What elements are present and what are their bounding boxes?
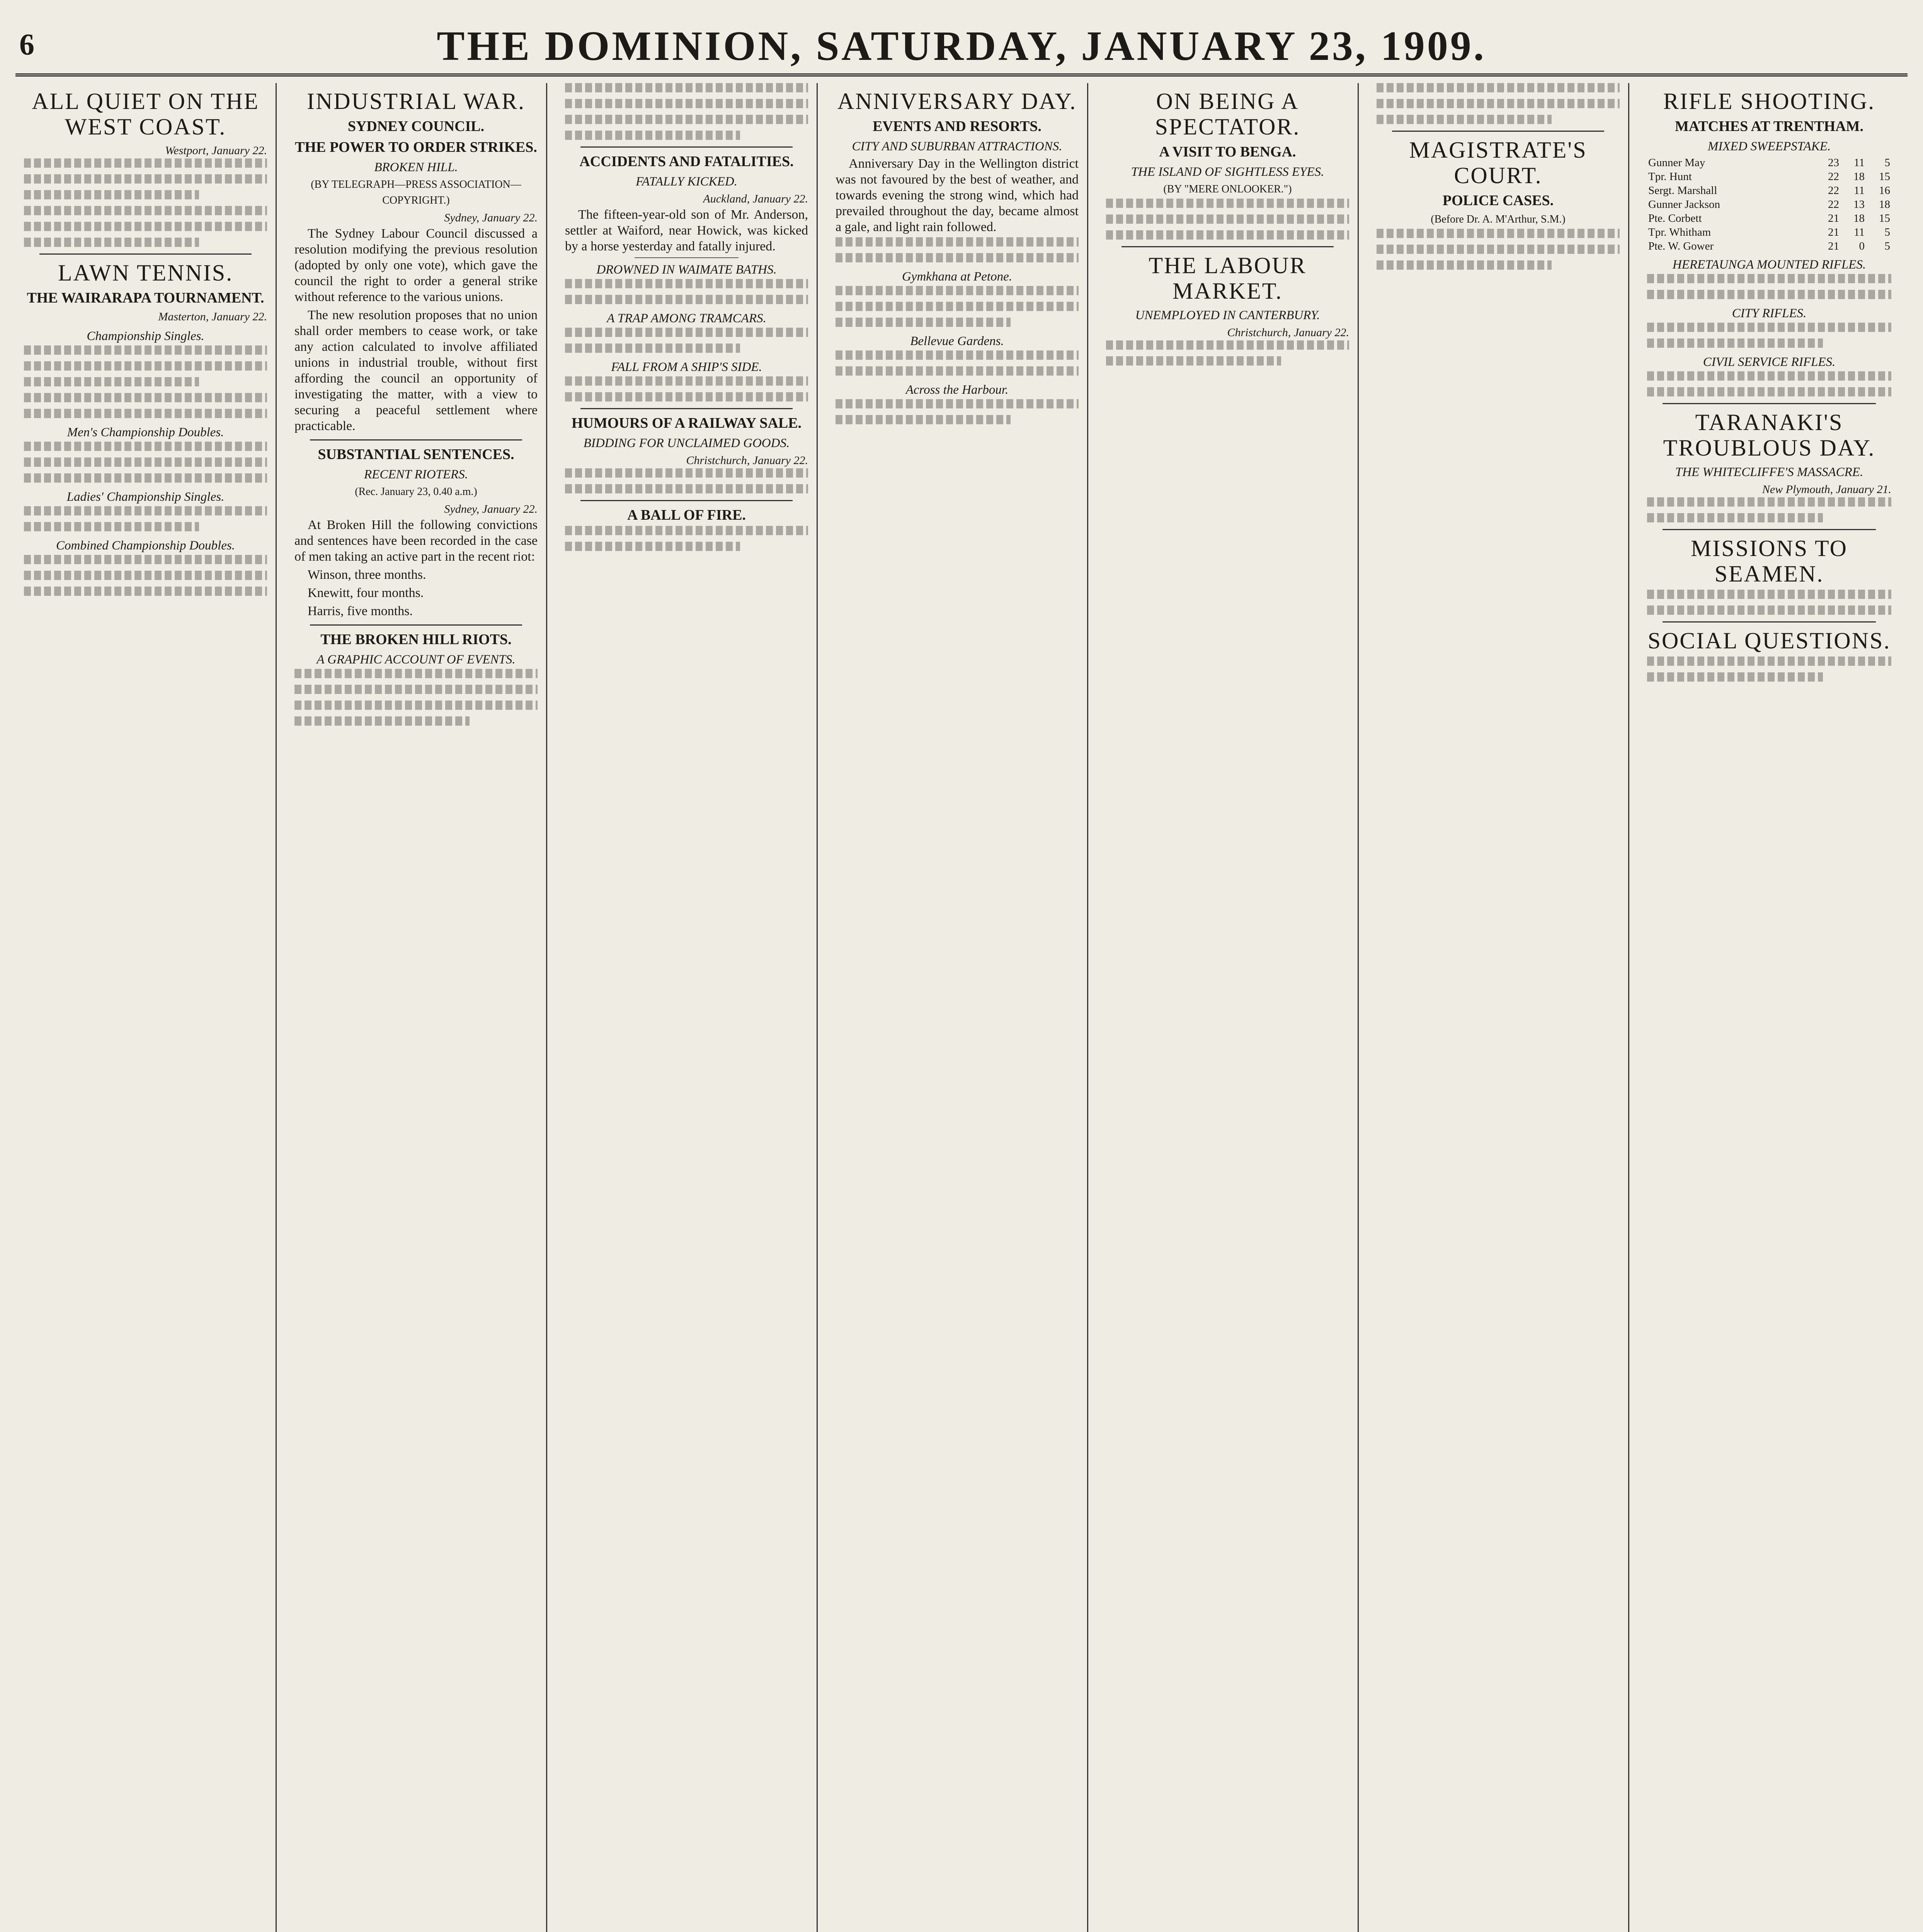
score-cell: 5 [1884, 156, 1890, 169]
sydney-dateline: Sydney, January 22. [444, 503, 538, 515]
text-line [1647, 387, 1891, 396]
tennis-heading: LAWN TENNIS. [58, 260, 233, 286]
text-line [565, 542, 740, 551]
text-line [565, 468, 808, 478]
text-line [565, 295, 808, 304]
column-2 [286, 83, 547, 1932]
score-cell: 18 [1879, 198, 1890, 211]
text-line [24, 345, 267, 355]
score-cell: 16 [1879, 184, 1890, 197]
section-rule [1121, 246, 1334, 247]
table-row [1647, 239, 1891, 253]
text-line [294, 685, 538, 694]
labour-heading: THE LABOUR MARKET. [1149, 253, 1307, 304]
text-line [24, 174, 267, 184]
text-line [1377, 229, 1620, 238]
industrial-paragraph: The new resolution proposes that no union shall order members to cease work, or take any action calculated to involve affiliated unions in industrial trouble, without first affording the council an opportunity of investigating the matter, with a view to securing a peaceful settlement where practicable. [294, 308, 538, 433]
text-line [24, 506, 267, 515]
text-line [565, 279, 808, 288]
page-number: 6 [19, 27, 34, 61]
press-byline: (BY TELEGRAPH—PRESS ASSOCIATION—COPYRIGHT.) [311, 179, 521, 206]
text-line [1647, 497, 1891, 507]
score-cell: 11 [1854, 226, 1865, 238]
text-line [836, 318, 1011, 327]
score-cell: 22 [1828, 184, 1839, 197]
text-line [565, 328, 808, 337]
text-line [1647, 656, 1891, 666]
magistrate-before: (Before Dr. A. M'Arthur, S.M.) [1431, 213, 1566, 225]
score-cell: 18 [1853, 170, 1865, 183]
labour-subtitle: UNEMPLOYED IN CANTERBURY. [1135, 308, 1320, 322]
gymkhana-heading: Gymkhana at Petone. [902, 270, 1012, 284]
text-line [24, 238, 199, 247]
column-3 [556, 83, 818, 1932]
section-rule [1392, 131, 1604, 132]
text-line [24, 457, 267, 467]
text-line [1377, 99, 1620, 108]
social-heading: SOCIAL QUESTIONS. [1647, 628, 1891, 653]
taranaki-subtitle: THE WHITECLIFFE'S MASSACRE. [1675, 465, 1863, 479]
industrial-subtitle: SYDNEY COUNCIL. [347, 118, 485, 134]
column-1 [15, 83, 277, 1932]
text-line [1647, 513, 1823, 522]
section-rule [1663, 403, 1876, 404]
anniversary-paragraph: Anniversary Day in the Wellington district was not favoured by the best of weather, and towards evening the strong wind, which had prevailed throughout the day, became almost a gale, and light rain followed. [836, 156, 1079, 234]
sentences-heading: SUBSTANTIAL SENTENCES. [318, 446, 514, 463]
spectator-island: THE ISLAND OF SIGHTLESS EYES. [1131, 165, 1324, 179]
text-line [24, 587, 267, 596]
heretaunga-heading: HERETAUNGA MOUNTED RIFLES. [1672, 258, 1866, 272]
industrial-paragraph: The Sydney Labour Council discussed a resolution modifying the previous resolution (adopted by only one vote), which gave the council the right to order a general strike without reference to the various unions. [294, 226, 538, 304]
short-rule [635, 257, 739, 258]
text-line [1106, 356, 1281, 366]
humours-heading: HUMOURS OF A RAILWAY SALE. [571, 415, 802, 431]
sentence-item: Knewitt, four months. [308, 586, 424, 600]
ward-dateline: Westport, January 22. [165, 144, 267, 157]
shooter-name: Tpr. Hunt [1648, 170, 1692, 183]
ball-fire-heading: A BALL OF FIRE. [627, 507, 746, 523]
text-line [565, 484, 808, 493]
graphic-account-heading: A GRAPHIC ACCOUNT OF EVENTS. [317, 653, 516, 667]
spectator-visit: A VISIT TO BENGA. [1159, 144, 1296, 160]
text-line [565, 392, 808, 401]
industrial-power-heading: THE POWER TO ORDER STRIKES. [295, 139, 537, 155]
text-line [565, 99, 808, 108]
text-line [24, 190, 199, 199]
score-cell: 23 [1828, 156, 1839, 169]
masthead [15, 15, 1908, 77]
score-cell: 13 [1853, 198, 1865, 211]
column-4 [827, 83, 1088, 1932]
score-cell: 5 [1884, 226, 1890, 238]
mixed-sweepstake: MIXED SWEEPSTAKE. [1707, 139, 1831, 153]
harbour-heading: Across the Harbour. [905, 383, 1009, 397]
sydney-dateline: Sydney, January 22. [444, 211, 538, 224]
news-columns [15, 83, 1908, 1932]
text-line [1377, 245, 1620, 254]
score-cell: 21 [1828, 240, 1839, 252]
humours-subtitle: BIDDING FOR UNCLAIMED GOODS. [583, 436, 790, 450]
text-line [1377, 115, 1552, 124]
text-line [565, 131, 740, 140]
column-5 [1098, 83, 1359, 1932]
text-line [294, 701, 538, 710]
sentence-item: Harris, five months. [308, 604, 413, 618]
column-6 [1368, 83, 1629, 1932]
bellevue-heading: Bellevue Gardens. [910, 334, 1004, 348]
shooter-name: Sergt. Marshall [1648, 184, 1717, 197]
shooter-name: Pte. Corbett [1648, 212, 1702, 224]
text-line [24, 409, 267, 418]
text-line [294, 716, 470, 726]
spectator-heading: ON BEING A SPECTATOR. [1155, 88, 1300, 139]
tennis-combined: Combined Championship Doubles. [56, 539, 235, 553]
spectator-byline: (BY "MERE ONLOOKER.") [1163, 183, 1292, 195]
score-cell: 15 [1879, 212, 1890, 224]
fatally-kicked-heading: FATALLY KICKED. [636, 175, 737, 189]
text-line [836, 302, 1079, 311]
score-cell: 21 [1828, 212, 1839, 224]
received-date: (Rec. January 23, 0.40 a.m.) [355, 486, 477, 498]
text-line [1647, 371, 1891, 381]
section-rule [1663, 529, 1876, 530]
text-line [1647, 338, 1823, 348]
score-cell: 15 [1879, 170, 1890, 183]
score-cell: 11 [1854, 156, 1865, 169]
table-row [1647, 211, 1891, 225]
text-line [836, 366, 1079, 376]
text-line [24, 393, 267, 402]
score-cell: 22 [1828, 198, 1839, 211]
table-row [1647, 225, 1891, 239]
newspaper-title: THE DOMINION, SATURDAY, JANUARY 23, 1909. [437, 23, 1486, 69]
table-row [1647, 156, 1891, 170]
civil-rifles-heading: CIVIL SERVICE RIFLES. [1703, 355, 1836, 369]
tennis-dateline: Masterton, January 22. [158, 310, 267, 323]
section-rule [310, 624, 522, 626]
tennis-championship: Championship Singles. [87, 329, 204, 343]
magistrate-heading: MAGISTRATE'S COURT. [1409, 137, 1587, 188]
text-line [1647, 672, 1823, 682]
taranaki-heading: TARANAKI'S TROUBLOUS DAY. [1663, 410, 1875, 461]
text-line [836, 237, 1079, 247]
tennis-subtitle: THE WAIRARAPA TOURNAMENT. [27, 290, 264, 306]
score-cell: 11 [1854, 184, 1865, 197]
broken-hill-heading: BROKEN HILL. [374, 160, 458, 174]
text-line [24, 377, 199, 386]
section-rule [580, 408, 793, 409]
text-line [24, 555, 267, 564]
score-cell: 21 [1828, 226, 1839, 238]
taranaki-dateline: New Plymouth, January 21. [1762, 483, 1891, 496]
text-line [1106, 199, 1349, 208]
text-line [1647, 605, 1891, 615]
shooter-name: Gunner Jackson [1648, 198, 1720, 211]
shooter-name: Gunner May [1648, 156, 1705, 169]
text-line [24, 571, 267, 580]
column-7 [1639, 83, 1900, 1932]
section-rule [1663, 621, 1876, 622]
recent-rioters-heading: RECENT RIOTERS. [364, 468, 468, 481]
text-line [294, 669, 538, 678]
anniversary-subtitle: EVENTS AND RESORTS. [873, 118, 1041, 134]
table-row [1647, 170, 1891, 184]
score-cell: 5 [1884, 240, 1890, 252]
anniversary-section: CITY AND SUBURBAN ATTRACTIONS. [852, 139, 1062, 153]
table-row [1647, 197, 1891, 211]
text-line [24, 361, 267, 371]
text-line [565, 83, 808, 92]
section-rule [580, 146, 793, 148]
score-cell: 22 [1828, 170, 1839, 183]
text-line [565, 526, 808, 535]
text-line [1647, 323, 1891, 332]
text-line [836, 415, 1011, 424]
missions-heading: MISSIONS TO SEAMEN. [1691, 536, 1848, 587]
text-line [1647, 590, 1891, 599]
labour-dateline: Christchurch, January 22. [1227, 326, 1349, 339]
score-cell: 0 [1859, 240, 1865, 252]
anniversary-heading: ANNIVERSARY DAY. [837, 88, 1077, 114]
section-rule [39, 253, 252, 255]
tramcars-heading: A TRAP AMONG TRAMCARS. [607, 311, 766, 325]
text-line [1106, 214, 1349, 224]
accidents-heading: ACCIDENTS AND FATALITIES. [579, 153, 794, 170]
shooter-name: Pte. W. Gower [1648, 240, 1714, 252]
text-line [1106, 230, 1349, 240]
industrial-heading: INDUSTRIAL WAR. [307, 88, 525, 114]
rifle-heading: RIFLE SHOOTING. [1663, 88, 1875, 114]
broken-hill-riots-heading: THE BROKEN HILL RIOTS. [320, 631, 512, 648]
table-row [1647, 184, 1891, 197]
sentence-item: Winson, three months. [308, 568, 426, 582]
text-line [565, 344, 740, 353]
tennis-doubles: Men's Championship Doubles. [67, 425, 224, 439]
text-line [836, 399, 1079, 408]
ward-heading: ALL QUIET ON THE WEST COAST. [32, 88, 259, 139]
shooter-name: Tpr. Whitham [1648, 226, 1711, 238]
text-line [1647, 290, 1891, 299]
tennis-ladies: Ladies' Championship Singles. [66, 490, 225, 504]
text-line [24, 206, 267, 215]
drowned-heading: DROWNED IN WAIMATE BATHS. [596, 263, 777, 277]
text-line [1377, 83, 1620, 92]
text-line [836, 253, 1079, 262]
city-rifles-heading: CITY RIFLES. [1732, 306, 1807, 320]
text-line [565, 376, 808, 386]
rifle-score-table [1647, 156, 1891, 253]
text-line [836, 350, 1079, 360]
text-line [1377, 260, 1552, 270]
text-line [24, 222, 267, 231]
rifle-subtitle: MATCHES AT TRENTHAM. [1675, 118, 1864, 134]
police-cases: POLICE CASES. [1442, 192, 1554, 209]
text-line [836, 286, 1079, 295]
text-line [1647, 274, 1891, 283]
auckland-dateline: Auckland, January 22. [703, 192, 808, 205]
score-cell: 18 [1853, 212, 1865, 224]
sentences-paragraph: At Broken Hill the following convictions and sentences have been recorded in the case of men taking an active part in the recent riot: [294, 518, 538, 564]
text-line [24, 473, 267, 483]
section-rule [580, 500, 793, 501]
text-line [24, 158, 267, 168]
text-line [565, 115, 808, 124]
text-line [1106, 340, 1349, 350]
text-line [24, 522, 199, 531]
accident-paragraph: The fifteen-year-old son of Mr. Anderson, settler at Waiford, near Howick, was kicked by a horse yesterday and fatally injured. [565, 207, 808, 253]
text-line [24, 442, 267, 451]
humours-dateline: Christchurch, January 22. [686, 454, 808, 467]
ship-fall-heading: FALL FROM A SHIP'S SIDE. [611, 360, 762, 374]
section-rule [310, 439, 522, 440]
